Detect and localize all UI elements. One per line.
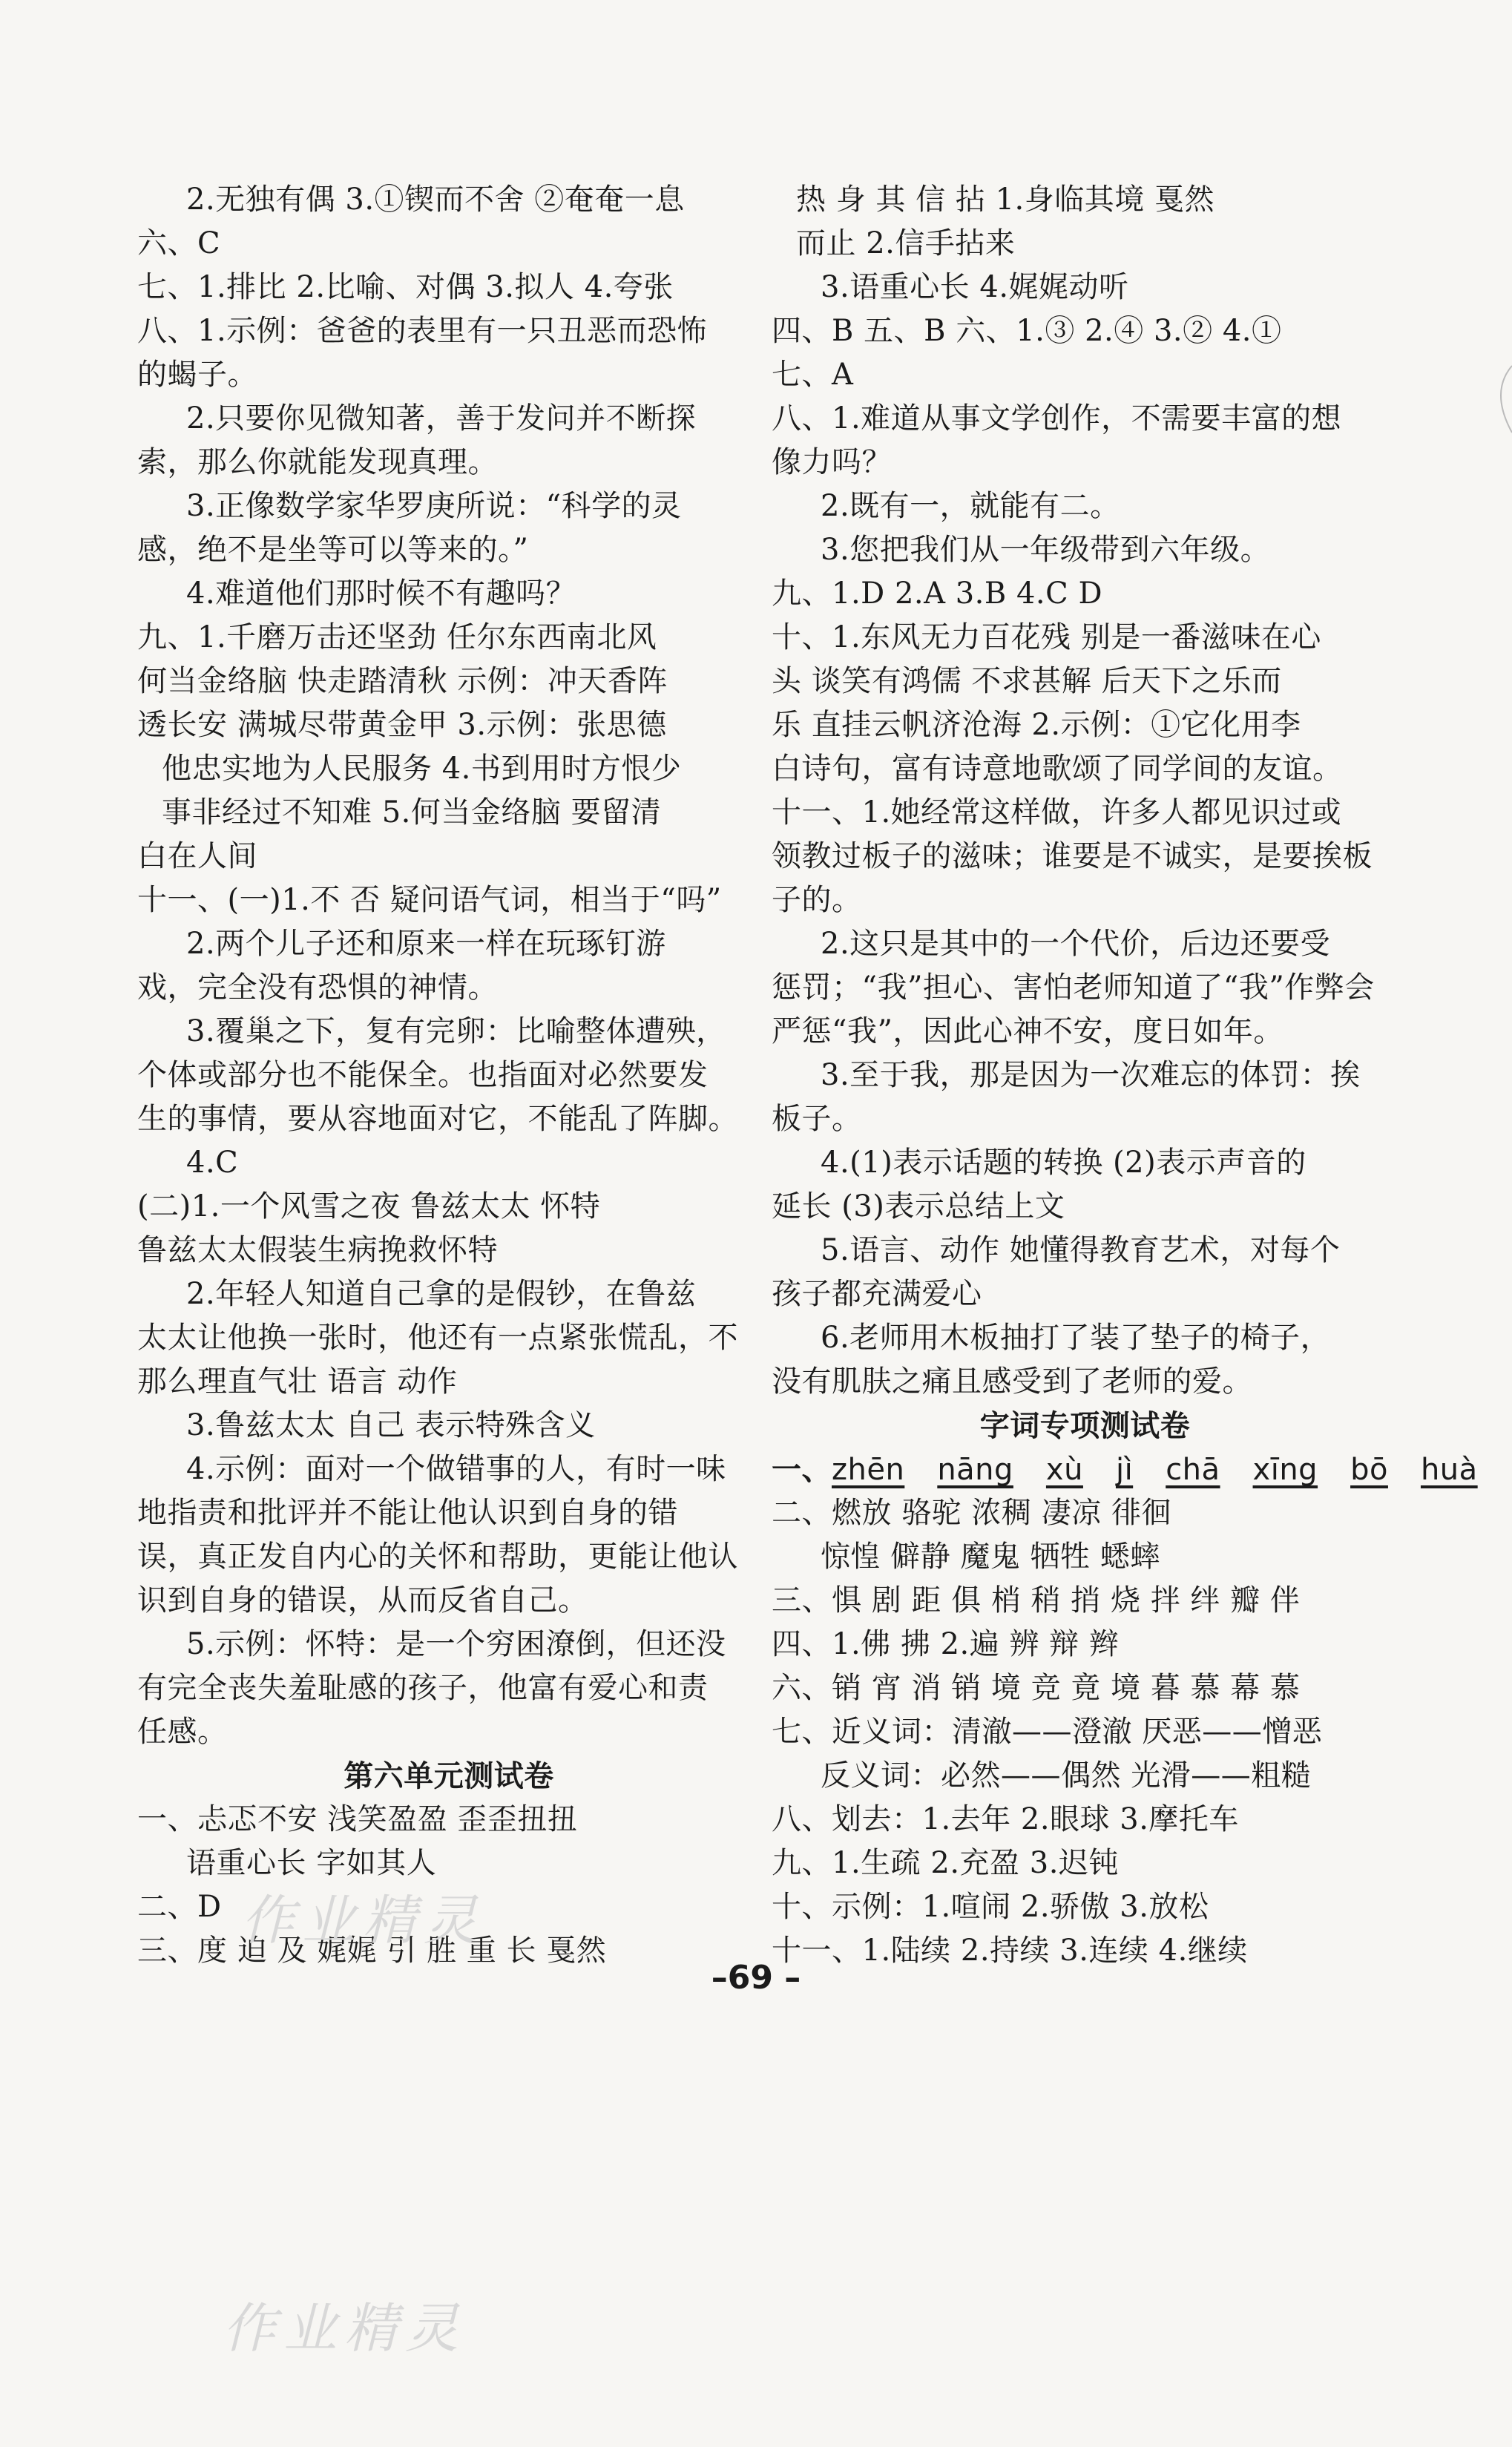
answer-line: 板子。 <box>772 1102 862 1136</box>
answer-line: 4.(1)表示话题的转换 (2)表示声音的 <box>821 1146 1306 1180</box>
answer-line: 3.语重心长 4.娓娓动听 <box>821 270 1129 304</box>
answer-line: 九、1.千磨万击还坚劲 任尔东西南北风 <box>137 620 657 654</box>
answer-line: 四、B 五、B 六、1.③ 2.④ 3.② 4.① <box>772 314 1282 348</box>
pinyin-item: xù <box>1045 1453 1083 1487</box>
answer-line: 2.无独有偶 3.①锲而不舍 ②奄奄一息 <box>186 183 685 217</box>
section-title: 第六单元测试卷 <box>344 1758 554 1793</box>
answer-line: 十一、1.陆续 2.持续 3.连续 4.继续 <box>772 1934 1248 1968</box>
answer-line: 戏，完全没有恐惧的神情。 <box>137 970 498 1005</box>
answer-line: 十、示例：1.喧闹 2.骄傲 3.放松 <box>772 1890 1209 1924</box>
answer-line: 误，真正发自内心的关怀和帮助，更能让他认 <box>137 1540 738 1574</box>
answer-line: 二、D <box>137 1890 222 1924</box>
left-column <box>137 178 760 1973</box>
answer-line: 反义词：必然——偶然 光滑——粗糙 <box>821 1758 1312 1793</box>
answer-line: 孩子都充满爱心 <box>772 1277 982 1311</box>
page-number: –69 – <box>711 1959 801 1997</box>
page-edge-mark <box>1467 362 1512 436</box>
pinyin-item: xīng <box>1252 1453 1318 1487</box>
answer-line: 生的事情，要从容地面对它，不能乱了阵脚。 <box>137 1102 738 1136</box>
watermark: 作业精灵 <box>223 2297 467 2359</box>
answer-line: 4.C <box>186 1146 239 1180</box>
answer-line: 六、C <box>137 226 221 260</box>
answer-line: 六、销 宵 消 销 境 竞 竟 境 暮 慕 幕 慕 <box>772 1671 1301 1705</box>
answer-line: 没有肌肤之痛且感受到了老师的爱。 <box>772 1364 1252 1399</box>
answer-line: 5.语言、动作 她懂得教育艺术，对每个 <box>821 1233 1341 1267</box>
answer-line: 4.示例：面对一个做错事的人，有时一味 <box>186 1452 726 1486</box>
pinyin-item: nāng <box>937 1453 1013 1487</box>
answer-line: 惊惶 僻静 魔鬼 牺牲 蟋蟀 <box>821 1540 1160 1574</box>
answer-line: 6.老师用木板抽打了装了垫子的椅子， <box>821 1321 1331 1355</box>
answer-line: 太太让他换一张时，他还有一点紧张慌乱，不 <box>137 1321 738 1355</box>
answer-line: 有完全丧失羞耻感的孩子，他富有爱心和责 <box>137 1671 709 1705</box>
answer-line: 而止 2.信手拈来 <box>796 226 1016 260</box>
answer-line: 十、1.东风无力百花残 别是一番滋味在心 <box>772 620 1321 654</box>
answer-line: 像力吗？ <box>772 445 892 479</box>
answer-line: 乐 直挂云帆济沧海 2.示例：①它化用李 <box>772 708 1301 742</box>
answer-line: 延长 (3)表示总结上文 <box>772 1189 1065 1224</box>
answer-line: 2.年轻人知道自己拿的是假钞，在鲁兹 <box>186 1277 697 1311</box>
answer-line: 热 身 其 信 拈 1.身临其境 戛然 <box>796 183 1214 217</box>
answer-line: 识到自身的错误，从而反省自己。 <box>137 1583 588 1617</box>
answer-line: 九、1.D 2.A 3.B 4.C D <box>772 577 1103 611</box>
answer-line: 索，那么你就能发现真理。 <box>137 445 498 479</box>
answer-line: 头 谈笑有鸿儒 不求甚解 后天下之乐而 <box>772 664 1282 698</box>
answer-line: 3.至于我，那是因为一次难忘的体罚：挨 <box>821 1058 1361 1092</box>
answer-line: 子的。 <box>772 883 862 917</box>
watermark: 作业精灵 <box>241 1889 485 1951</box>
answer-line: 三、度 迫 及 娓娓 引 胜 重 长 戛然 <box>137 1934 607 1968</box>
pinyin-line <box>772 1448 1478 1491</box>
answer-line: 一、忐忑不安 浅笑盈盈 歪歪扭扭 <box>137 1802 578 1836</box>
answer-line: 的蝎子。 <box>137 358 257 392</box>
answer-line: 3.鲁兹太太 自己 表示特殊含义 <box>186 1408 596 1442</box>
answer-line: 语重心长 字如其人 <box>186 1846 437 1880</box>
answer-line: 八、划去：1.去年 2.眼球 3.摩托车 <box>772 1802 1239 1836</box>
answer-line: 二、燃放 骆驼 浓稠 凄凉 徘徊 <box>772 1496 1171 1530</box>
pinyin-item: jì <box>1115 1453 1134 1487</box>
answer-line: 十一、1.她经常这样做，许多人都见识过或 <box>772 795 1342 830</box>
answer-line: 2.既有一，就能有二。 <box>821 489 1120 523</box>
pinyin-item: chā <box>1166 1453 1220 1487</box>
answer-line: 任感。 <box>137 1715 228 1749</box>
pinyin-item: zhēn <box>832 1453 905 1487</box>
answer-line: 5.示例：怀特：是一个穷困潦倒，但还没 <box>186 1627 726 1661</box>
answer-line: 感，绝不是坐等可以等来的。” <box>137 533 529 567</box>
answer-line: 4.难道他们那时候不有趣吗？ <box>186 577 576 611</box>
answer-line: 七、1.排比 2.比喻、对偶 3.拟人 4.夸张 <box>137 270 674 304</box>
answer-line: 2.只要你见微知著，善于发问并不断探 <box>186 401 697 436</box>
answer-line: 2.两个儿子还和原来一样在玩琢钉游 <box>186 927 666 961</box>
pinyin-item: huà <box>1420 1453 1478 1487</box>
answer-line: 地指责和批评并不能让他认识到自身的错 <box>137 1496 678 1530</box>
answer-line: (二)1.一个风雪之夜 鲁兹太太 怀特 <box>137 1189 601 1224</box>
answer-line: 十一、(一)1.不 否 疑问语气词，相当于“吗” <box>137 883 722 917</box>
answer-line: 3.您把我们从一年级带到六年级。 <box>821 533 1271 567</box>
answer-line: 白在人间 <box>137 839 257 873</box>
answer-line: 八、1.难道从事文学创作，不需要丰富的想 <box>772 401 1342 436</box>
answer-line: 何当金络脑 快走踏清秋 示例：冲天香阵 <box>137 664 668 698</box>
pinyin-item: bō <box>1350 1453 1388 1487</box>
answer-line: 透长安 满城尽带黄金甲 3.示例：张思德 <box>137 708 667 742</box>
answer-line: 事非经过不知难 5.何当金络脑 要留清 <box>162 795 662 830</box>
answer-line: 七、近义词：清澈——澄澈 厌恶——憎恶 <box>772 1715 1323 1749</box>
answer-line: 惩罚；“我”担心、害怕老师知道了“我”作弊会 <box>772 970 1375 1005</box>
answer-line: 那么理直气壮 语言 动作 <box>137 1364 458 1399</box>
answer-line: 3.正像数学家华罗庚所说：“科学的灵 <box>186 489 682 523</box>
section-title: 字词专项测试卷 <box>979 1408 1191 1443</box>
answer-line: 他忠实地为人民服务 4.书到用时方恨少 <box>162 752 682 786</box>
answer-line: 白诗句，富有诗意地歌颂了同学间的友谊。 <box>772 752 1343 786</box>
answer-line: 七、A <box>772 358 854 392</box>
answer-line: 九、1.生疏 2.充盈 3.迟钝 <box>772 1846 1119 1880</box>
right-column <box>772 178 1478 1973</box>
answer-line: 八、1.示例：爸爸的表里有一只丑恶而恐怖 <box>137 314 708 348</box>
answer-line: 2.这只是其中的一个代价，后边还要受 <box>821 927 1331 961</box>
answer-line: 严惩“我”，因此心神不安，度日如年。 <box>772 1014 1283 1048</box>
answer-line: 领教过板子的滋味；谁要是不诚实，是要挨板 <box>772 839 1373 873</box>
answer-line: 3.覆巢之下，复有完卵：比喻整体遭殃， <box>186 1014 726 1048</box>
answer-line: 个体或部分也不能保全。也指面对必然要发 <box>137 1058 709 1092</box>
answer-line: 四、1.佛 拂 2.遍 辨 辩 辫 <box>772 1627 1120 1661</box>
answer-line: 鲁兹太太假装生病挽救怀特 <box>137 1233 498 1267</box>
pinyin-prefix: 一、 <box>772 1452 832 1487</box>
answer-line: 三、惧 剧 距 俱 梢 稍 捎 烧 拌 绊 瓣 伴 <box>772 1583 1301 1617</box>
